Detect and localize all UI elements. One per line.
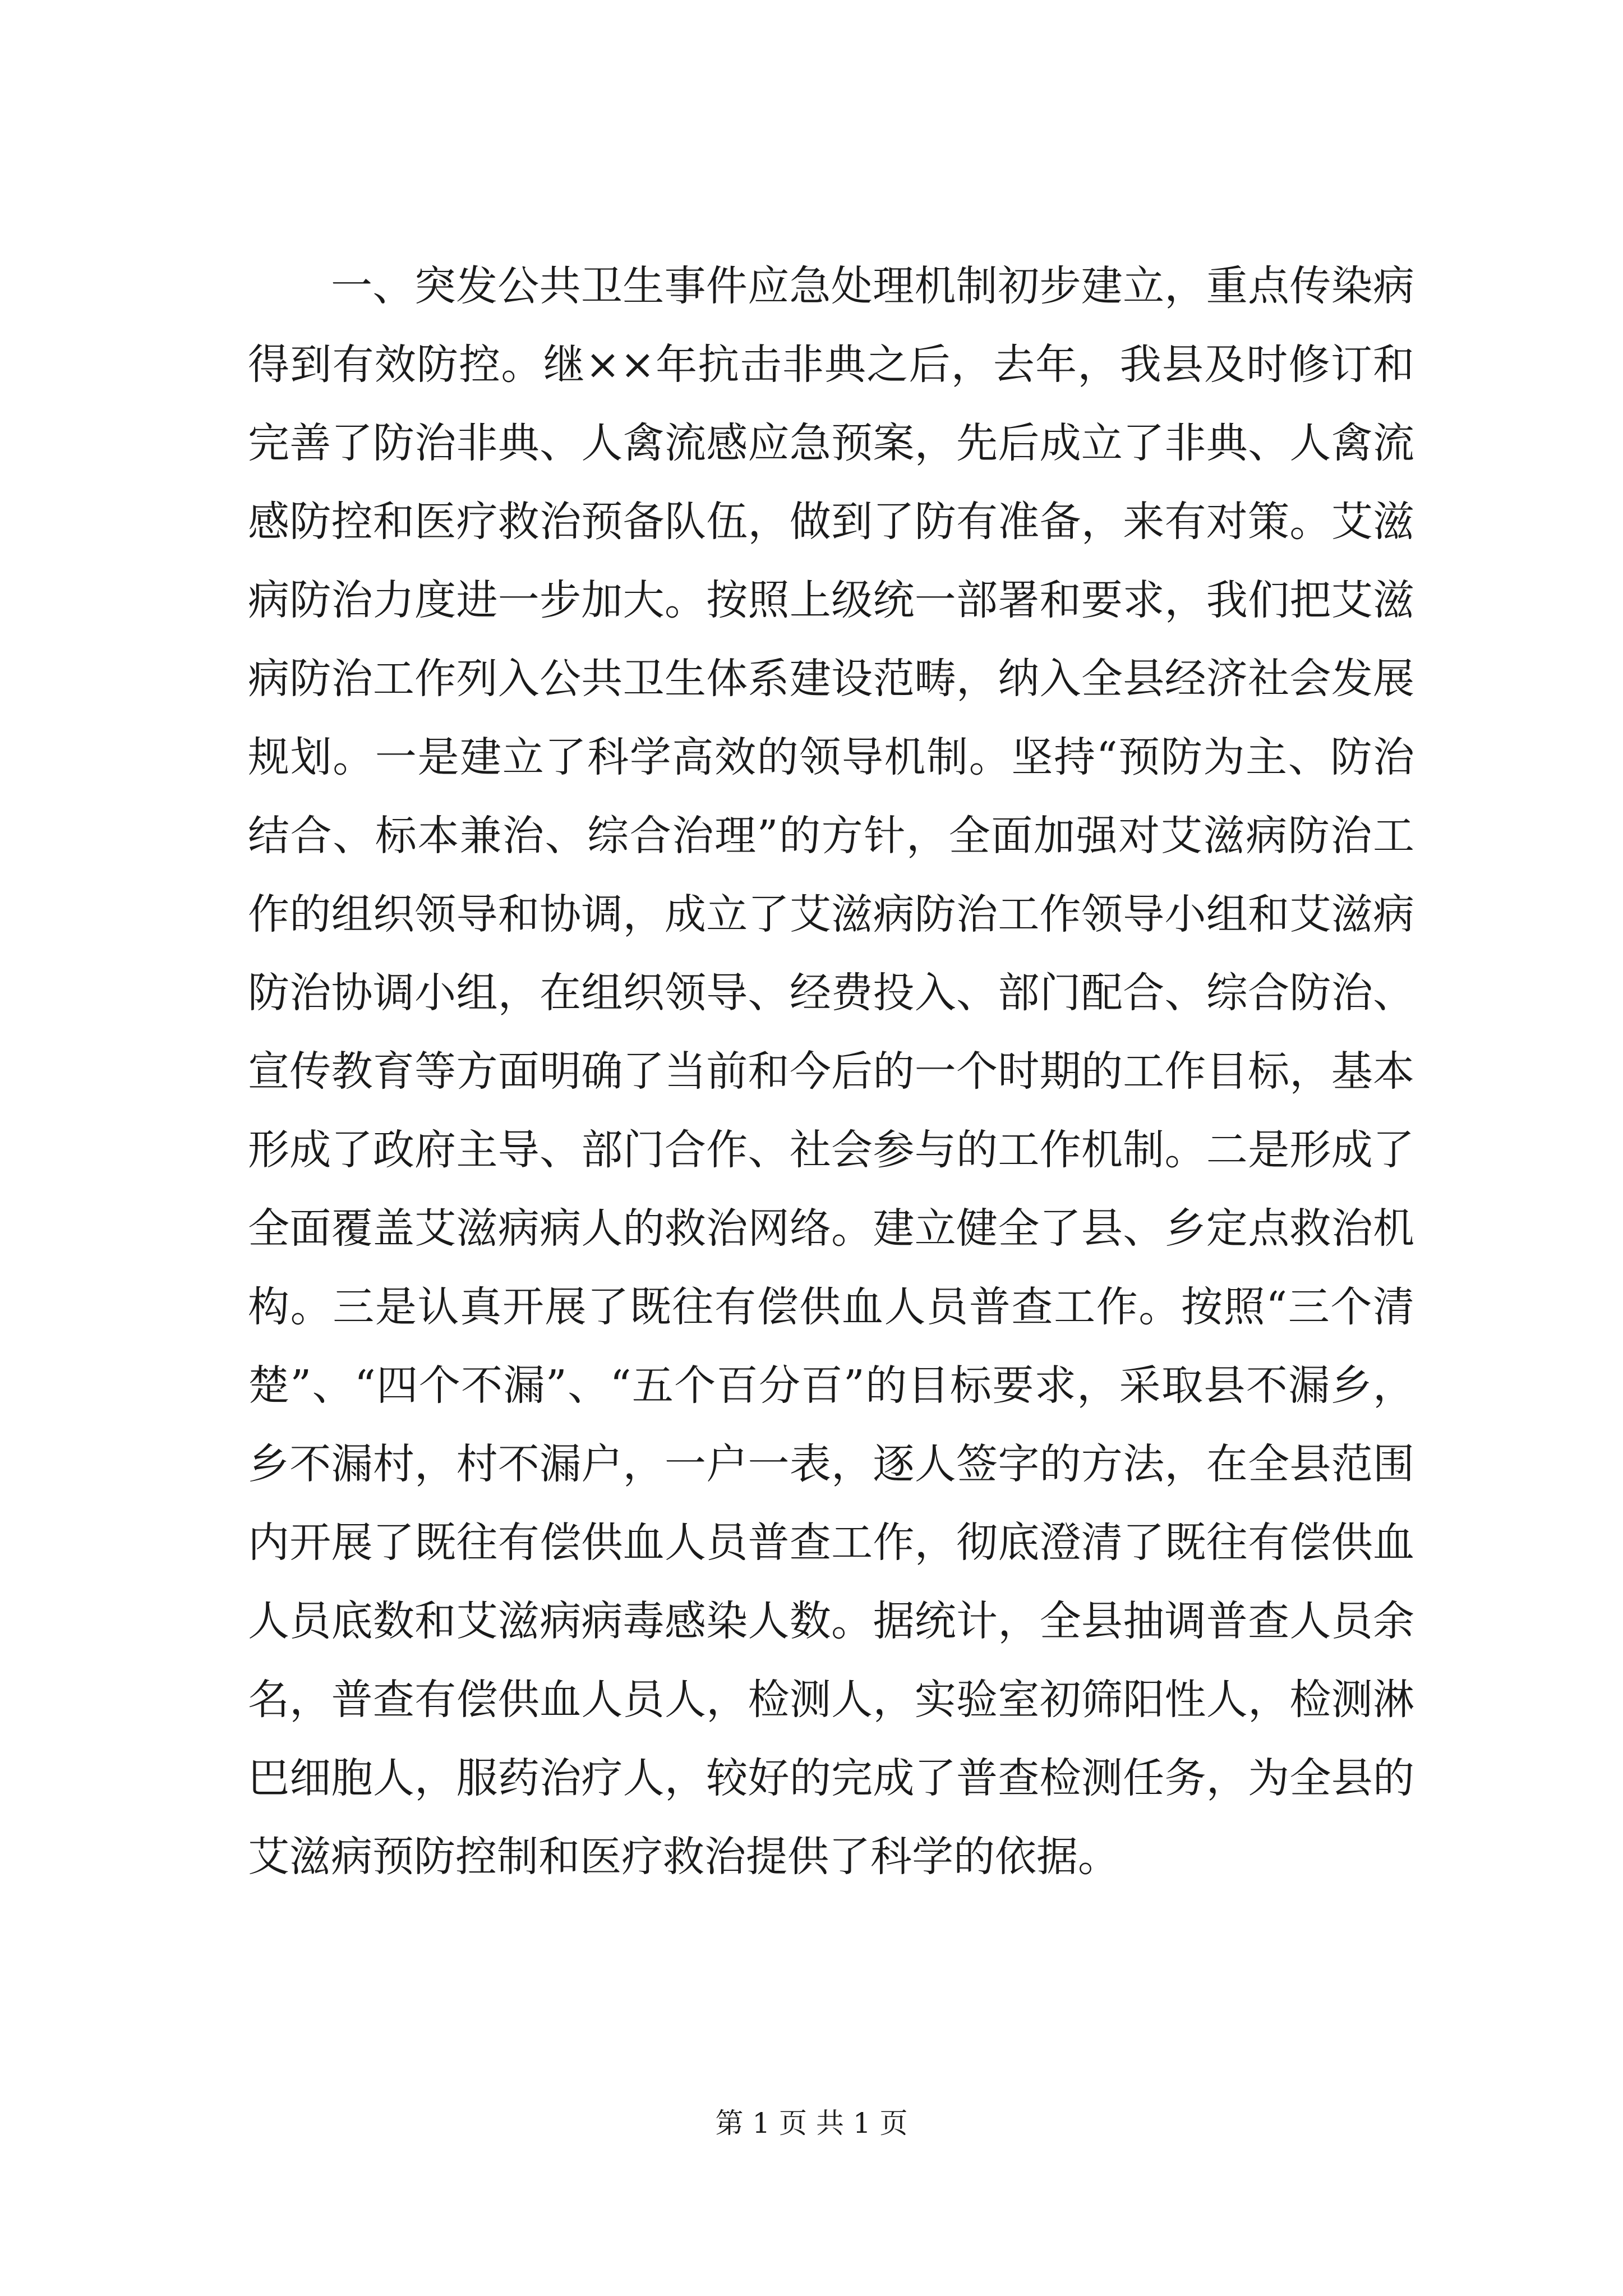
- paragraph-line: 得到有效防控。继××年抗击非典之后，去年，我县及时修订和: [248, 341, 1414, 389]
- paragraph-line: 完善了防治非典、人禽流感应急预案，先后成立了非典、人禽流: [248, 419, 1414, 467]
- body-paragraph: [248, 247, 1414, 1896]
- paragraph-line: 感防控和医疗救治预备队伍，做到了防有准备，来有对策。艾滋: [248, 498, 1414, 546]
- paragraph-line: 乡不漏村，村不漏户，一户一表，逐人签字的方法，在全县范围: [248, 1440, 1414, 1488]
- paragraph-line: 作的组织领导和协调，成立了艾滋病防治工作领导小组和艾滋病: [248, 890, 1414, 938]
- paragraph-line: 人员底数和艾滋病病毒感染人数。据统计，全县抽调普查人员余: [248, 1597, 1414, 1645]
- paragraph-line: 规划。一是建立了科学高效的领导机制。坚持“预防为主、防治: [248, 733, 1414, 781]
- paragraph-line: 病防治工作列入公共卫生体系建设范畴，纳入全县经济社会发展: [248, 655, 1414, 703]
- paragraph-line: 病防治力度进一步加大。按照上级统一部署和要求，我们把艾滋: [248, 576, 1414, 624]
- paragraph-line: 内开展了既往有偿供血人员普查工作，彻底澄清了既往有偿供血: [248, 1519, 1414, 1567]
- paragraph-line: 构。三是认真开展了既往有偿供血人员普查工作。按照“三个清: [248, 1283, 1414, 1331]
- paragraph-line: 形成了政府主导、部门合作、社会参与的工作机制。二是形成了: [248, 1126, 1414, 1174]
- paragraph-line: 防治协调小组，在组织领导、经费投入、部门配合、综合防治、: [248, 969, 1414, 1017]
- paragraph-line: 巴细胞人，服药治疗人，较好的完成了普查检测任务，为全县的: [248, 1754, 1414, 1802]
- paragraph-line: 宣传教育等方面明确了当前和今后的一个时期的工作目标，基本: [248, 1047, 1414, 1096]
- page-footer: 第 1 页 共 1 页: [715, 2107, 908, 2139]
- paragraph-line: 名，普查有偿供血人员人，检测人，实验室初筛阳性人，检测淋: [248, 1676, 1414, 1724]
- paragraph-line: 一、突发公共卫生事件应急处理机制初步建立，重点传染病: [331, 262, 1414, 310]
- paragraph-line: 楚”、“四个不漏”、“五个百分百”的目标要求，采取县不漏乡，: [248, 1361, 1414, 1410]
- paragraph-line: 结合、标本兼治、综合治理”的方针，全面加强对艾滋病防治工: [248, 812, 1414, 860]
- paragraph-line: 艾滋病预防控制和医疗救治提供了科学的依据。: [248, 1833, 1119, 1881]
- paragraph-line: 全面覆盖艾滋病病人的救治网络。建立健全了县、乡定点救治机: [248, 1204, 1414, 1253]
